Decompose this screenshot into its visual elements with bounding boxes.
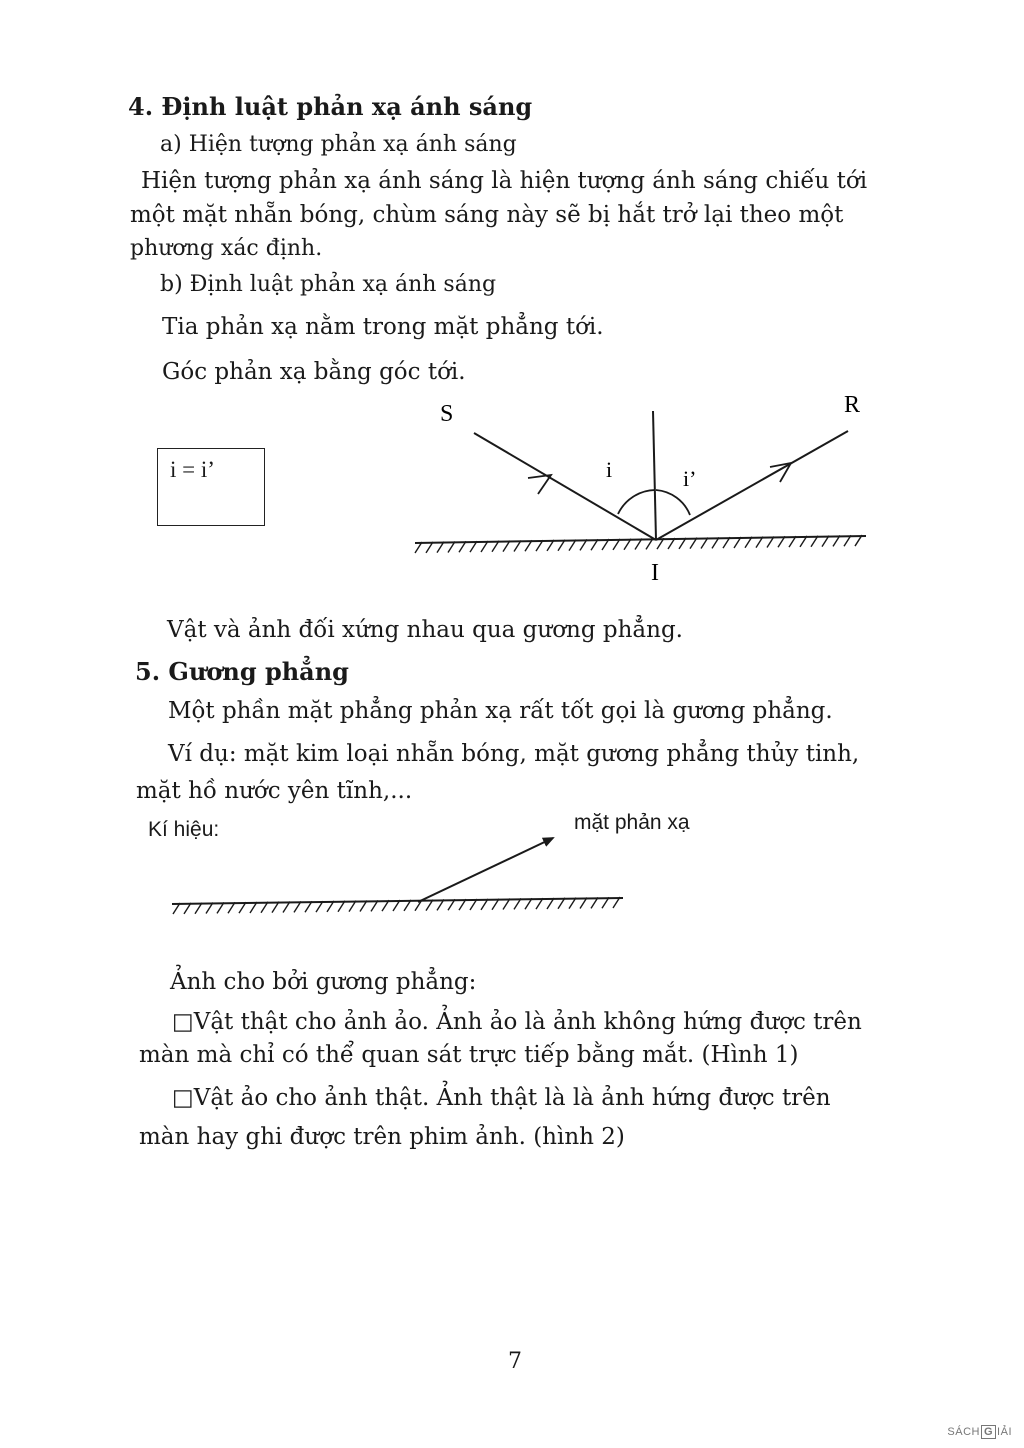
watermark-right: IẢI bbox=[997, 1426, 1012, 1438]
angle-arc-i-prime bbox=[656, 490, 690, 515]
section-4-heading: 4. Định luật phản xạ ánh sáng bbox=[128, 92, 533, 121]
section-5-heading: 5. Gương phẳng bbox=[135, 657, 349, 686]
normal-line bbox=[653, 411, 656, 540]
subsection-a-title: a) Hiện tượng phản xạ ánh sáng bbox=[160, 132, 517, 157]
paragraph-line: Hiện tượng phản xạ ánh sáng là hiện tượng ánh sáng chiếu tới bbox=[141, 168, 868, 194]
watermark-left: SÁCH bbox=[947, 1426, 980, 1438]
label-i: i bbox=[606, 457, 613, 482]
reflection-diagram bbox=[415, 392, 866, 586]
mirror-hatching bbox=[415, 535, 862, 553]
bullet-1-line-1: □Vật thật cho ảnh ảo. Ảnh ảo là ảnh không hứng được trên bbox=[172, 1009, 862, 1035]
watermark-mid: G bbox=[981, 1425, 996, 1439]
formula-text: i = i’ bbox=[170, 457, 215, 482]
paragraph-line: phương xác định. bbox=[130, 236, 323, 261]
paragraph-line: một mặt nhẵn bóng, chùm sáng này sẽ bị hắt trở lại theo một bbox=[130, 202, 844, 228]
reflective-side-arrow bbox=[418, 838, 553, 902]
bullet-2-line-1: □Vật ảo cho ảnh thật. Ảnh thật là là ảnh hứng được trên bbox=[172, 1085, 831, 1111]
mirror-symbol-hatching bbox=[173, 897, 620, 914]
label-S: S bbox=[440, 401, 454, 427]
watermark-logo bbox=[947, 1426, 1012, 1438]
symbol-label: Kí hiệu: bbox=[148, 818, 220, 841]
images-title: Ảnh cho bởi gương phẳng: bbox=[170, 969, 477, 995]
bullet-1-line-2: màn mà chỉ có thể quan sát trực tiếp bằng mắt. (Hình 1) bbox=[139, 1042, 799, 1068]
bullet-2-line-2: màn hay ghi được trên phim ảnh. (hình 2) bbox=[139, 1124, 625, 1150]
angle-arc-i bbox=[618, 490, 655, 514]
law-statement-1: Tia phản xạ nằm trong mặt phẳng tới. bbox=[162, 314, 604, 340]
paragraph-line: Ví dụ: mặt kim loại nhẵn bóng, mặt gương phẳng thủy tinh, bbox=[168, 741, 860, 767]
paragraph-line: mặt hồ nước yên tĩnh,... bbox=[136, 778, 413, 804]
label-i-prime: i’ bbox=[683, 466, 697, 491]
subsection-b-title: b) Định luật phản xạ ánh sáng bbox=[160, 272, 497, 297]
label-I: I bbox=[651, 560, 659, 586]
mirror-symbol-diagram bbox=[172, 838, 623, 914]
law-statement-2: Góc phản xạ bằng góc tới. bbox=[162, 359, 466, 385]
symmetry-statement: Vật và ảnh đối xứng nhau qua gương phẳng. bbox=[167, 617, 683, 643]
page-number: 7 bbox=[508, 1349, 522, 1374]
paragraph-line: Một phần mặt phẳng phản xạ rất tốt gọi là gương phẳng. bbox=[168, 698, 833, 724]
reflective-surface-label: mặt phản xạ bbox=[574, 811, 690, 834]
incident-ray bbox=[474, 433, 656, 540]
incident-arrow-head bbox=[528, 475, 551, 494]
label-R: R bbox=[844, 392, 861, 418]
